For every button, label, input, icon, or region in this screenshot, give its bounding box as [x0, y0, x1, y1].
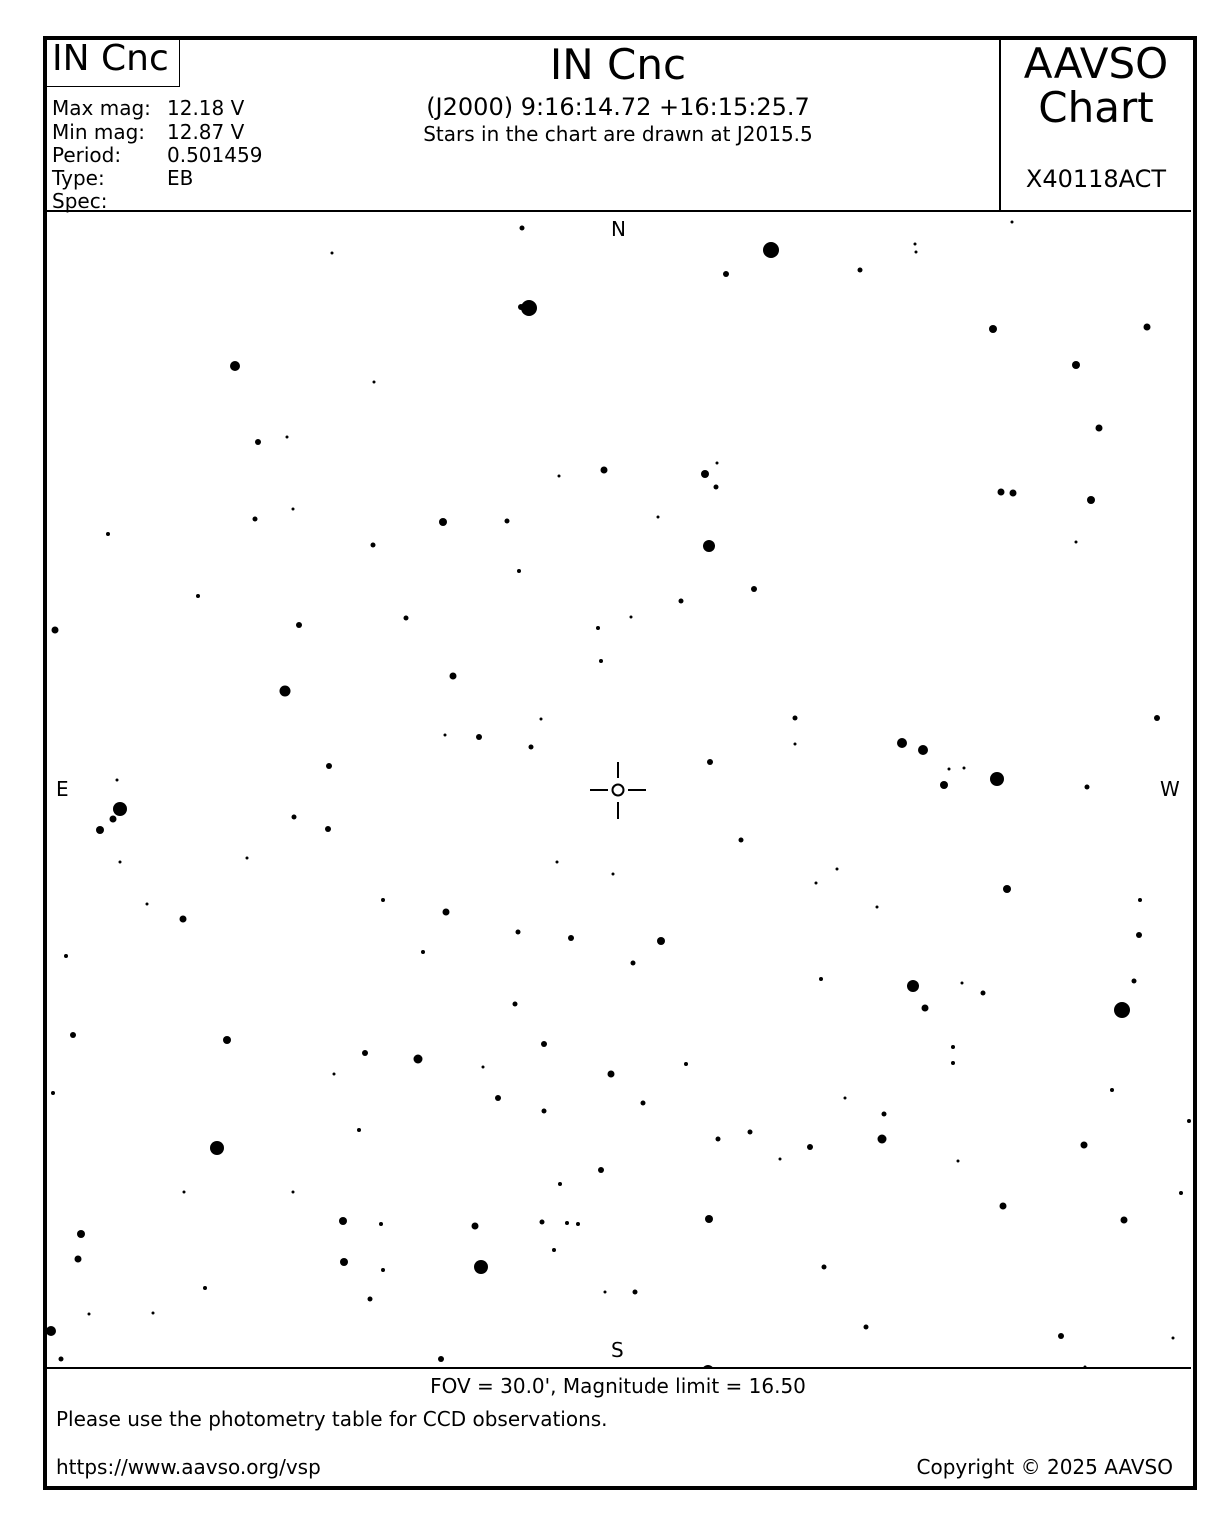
star — [1003, 885, 1011, 893]
star — [368, 1297, 373, 1302]
star — [223, 1036, 231, 1044]
star — [679, 599, 684, 604]
star — [444, 734, 447, 737]
star — [703, 540, 715, 552]
star — [963, 767, 966, 770]
star — [357, 1128, 361, 1132]
star — [180, 916, 187, 923]
star — [404, 616, 409, 621]
star — [253, 517, 258, 522]
star — [1136, 932, 1142, 938]
star — [989, 325, 997, 333]
star — [576, 1222, 580, 1226]
star — [414, 1055, 423, 1064]
star — [286, 436, 289, 439]
star — [951, 1045, 955, 1049]
star-field — [47, 212, 1191, 1367]
star — [421, 950, 425, 954]
star — [882, 1112, 887, 1117]
star — [472, 1223, 479, 1230]
max-mag-value: 12.18 V — [167, 96, 245, 120]
star — [596, 626, 600, 630]
period-label: Period: — [52, 143, 122, 167]
star — [1000, 1203, 1007, 1210]
star — [630, 616, 633, 619]
star — [292, 1191, 295, 1194]
star — [438, 1356, 444, 1362]
star — [280, 686, 291, 697]
star — [379, 1222, 383, 1226]
photometry-note: Please use the photometry table for CCD observations. — [56, 1407, 608, 1431]
star — [558, 1182, 562, 1186]
star — [1081, 1142, 1088, 1149]
star — [951, 1061, 955, 1065]
star — [604, 1291, 607, 1294]
star — [793, 716, 798, 721]
star — [381, 898, 385, 902]
star — [495, 1095, 501, 1101]
star — [915, 251, 918, 254]
star — [1187, 1119, 1191, 1123]
star — [339, 1217, 347, 1225]
star — [819, 977, 823, 981]
star — [540, 1220, 545, 1225]
star — [450, 673, 457, 680]
star — [558, 475, 561, 478]
star — [75, 1256, 82, 1263]
star — [340, 1258, 348, 1266]
star — [608, 1071, 615, 1078]
type-label: Type: — [52, 166, 105, 190]
star — [333, 1073, 336, 1076]
star — [146, 903, 149, 906]
star — [701, 470, 709, 478]
star — [371, 543, 376, 548]
star-group — [47, 221, 1191, 1368]
min-mag-value: 12.87 V — [167, 120, 245, 144]
star — [723, 271, 729, 277]
star — [598, 1167, 604, 1173]
star — [565, 1221, 569, 1225]
star — [631, 961, 636, 966]
star — [751, 586, 757, 592]
star — [1087, 496, 1095, 504]
compass-west: W — [1160, 777, 1180, 801]
target-reticle — [590, 762, 646, 819]
star — [77, 1230, 85, 1238]
star — [292, 815, 297, 820]
star — [807, 1144, 813, 1150]
spec-label: Spec: — [52, 189, 108, 213]
star — [474, 1260, 488, 1274]
star — [1132, 979, 1137, 984]
star — [1110, 1088, 1114, 1092]
star — [1072, 361, 1080, 369]
star — [864, 1325, 869, 1330]
star — [516, 930, 521, 935]
star — [961, 982, 964, 985]
star — [381, 1268, 385, 1272]
star — [739, 838, 744, 843]
star — [1058, 1333, 1064, 1339]
chart-word: Chart — [1038, 83, 1154, 132]
compass-north: N — [611, 217, 626, 241]
star — [1121, 1217, 1128, 1224]
star — [763, 242, 779, 258]
star — [794, 743, 797, 746]
star — [1154, 715, 1160, 721]
star — [439, 518, 447, 526]
star — [815, 882, 818, 885]
star — [106, 532, 110, 536]
star — [684, 1062, 688, 1066]
star — [1096, 425, 1103, 432]
star — [52, 627, 59, 634]
star — [203, 1286, 207, 1290]
star — [858, 268, 863, 273]
period-value: 0.501459 — [167, 143, 263, 167]
star — [325, 826, 331, 832]
star — [255, 439, 261, 445]
star — [1085, 785, 1090, 790]
star — [1011, 221, 1014, 224]
org-name: AAVSO — [1023, 39, 1169, 88]
star — [957, 1160, 960, 1163]
star — [520, 226, 525, 231]
star — [998, 489, 1005, 496]
star — [331, 252, 334, 255]
star — [70, 1032, 76, 1038]
star — [707, 759, 713, 765]
star — [714, 485, 719, 490]
star — [1075, 541, 1078, 544]
star — [152, 1312, 155, 1315]
chart-title: IN Cnc — [549, 40, 687, 89]
star — [540, 718, 543, 721]
star — [96, 826, 104, 834]
star — [88, 1313, 91, 1316]
star — [119, 861, 122, 864]
star — [552, 1248, 556, 1252]
star — [196, 594, 200, 598]
star — [116, 779, 119, 782]
copyright: Copyright © 2025 AAVSO — [916, 1455, 1173, 1479]
star — [878, 1135, 887, 1144]
star — [230, 361, 240, 371]
star — [716, 1137, 721, 1142]
star — [568, 935, 574, 941]
star — [705, 1215, 713, 1223]
star — [981, 991, 986, 996]
star — [836, 868, 839, 871]
max-mag-label: Max mag: — [52, 96, 151, 120]
star — [657, 937, 665, 945]
star — [897, 738, 907, 748]
footer-divider — [45, 1367, 1191, 1369]
star — [844, 1097, 847, 1100]
star — [1084, 1366, 1087, 1368]
star-name-label: IN Cnc — [52, 38, 169, 79]
star — [541, 1041, 547, 1047]
compass-south: S — [611, 1338, 624, 1362]
star — [292, 508, 295, 511]
compass-east: E — [56, 777, 69, 801]
star — [59, 1357, 64, 1362]
fov-text: FOV = 30.0', Magnitude limit = 16.50 — [430, 1374, 806, 1398]
star — [183, 1191, 186, 1194]
star — [633, 1290, 638, 1295]
star — [1114, 1002, 1130, 1018]
star — [47, 1326, 56, 1336]
star — [748, 1130, 753, 1135]
star — [529, 745, 534, 750]
target-circle — [613, 785, 624, 796]
star — [113, 802, 127, 816]
coordinates: (J2000) 9:16:14.72 +16:15:25.7 — [426, 93, 810, 121]
star — [1179, 1191, 1183, 1195]
star — [110, 816, 117, 823]
star — [518, 304, 524, 310]
star — [907, 980, 919, 992]
star — [599, 659, 603, 663]
star — [64, 954, 68, 958]
star — [641, 1101, 646, 1106]
star — [505, 519, 510, 524]
star — [990, 772, 1004, 786]
star — [779, 1158, 782, 1161]
star — [612, 873, 615, 876]
vsp-link[interactable]: https://www.aavso.org/vsp — [56, 1455, 321, 1479]
chart-id: X40118ACT — [1025, 165, 1167, 193]
epoch-note: Stars in the chart are drawn at J2015.5 — [423, 122, 813, 146]
star — [443, 909, 450, 916]
star — [716, 462, 719, 465]
star — [210, 1141, 224, 1155]
star — [296, 622, 302, 628]
star — [876, 906, 879, 909]
star — [476, 734, 482, 740]
star — [517, 569, 521, 573]
min-mag-label: Min mag: — [52, 120, 146, 144]
star — [51, 1091, 55, 1095]
star — [657, 516, 660, 519]
star — [1172, 1337, 1175, 1340]
star — [918, 745, 928, 755]
star — [1010, 490, 1017, 497]
star — [601, 467, 608, 474]
star — [1144, 324, 1151, 331]
star — [373, 381, 376, 384]
star — [362, 1050, 368, 1056]
star — [922, 1005, 929, 1012]
type-value: EB — [167, 166, 194, 190]
star — [513, 1002, 518, 1007]
star — [246, 857, 249, 860]
star — [914, 243, 917, 246]
star — [702, 1365, 714, 1367]
star — [948, 768, 951, 771]
star — [1138, 898, 1142, 902]
star — [556, 861, 559, 864]
star — [482, 1066, 485, 1069]
star — [940, 781, 948, 789]
star — [542, 1109, 547, 1114]
star — [326, 763, 332, 769]
star — [822, 1265, 827, 1270]
